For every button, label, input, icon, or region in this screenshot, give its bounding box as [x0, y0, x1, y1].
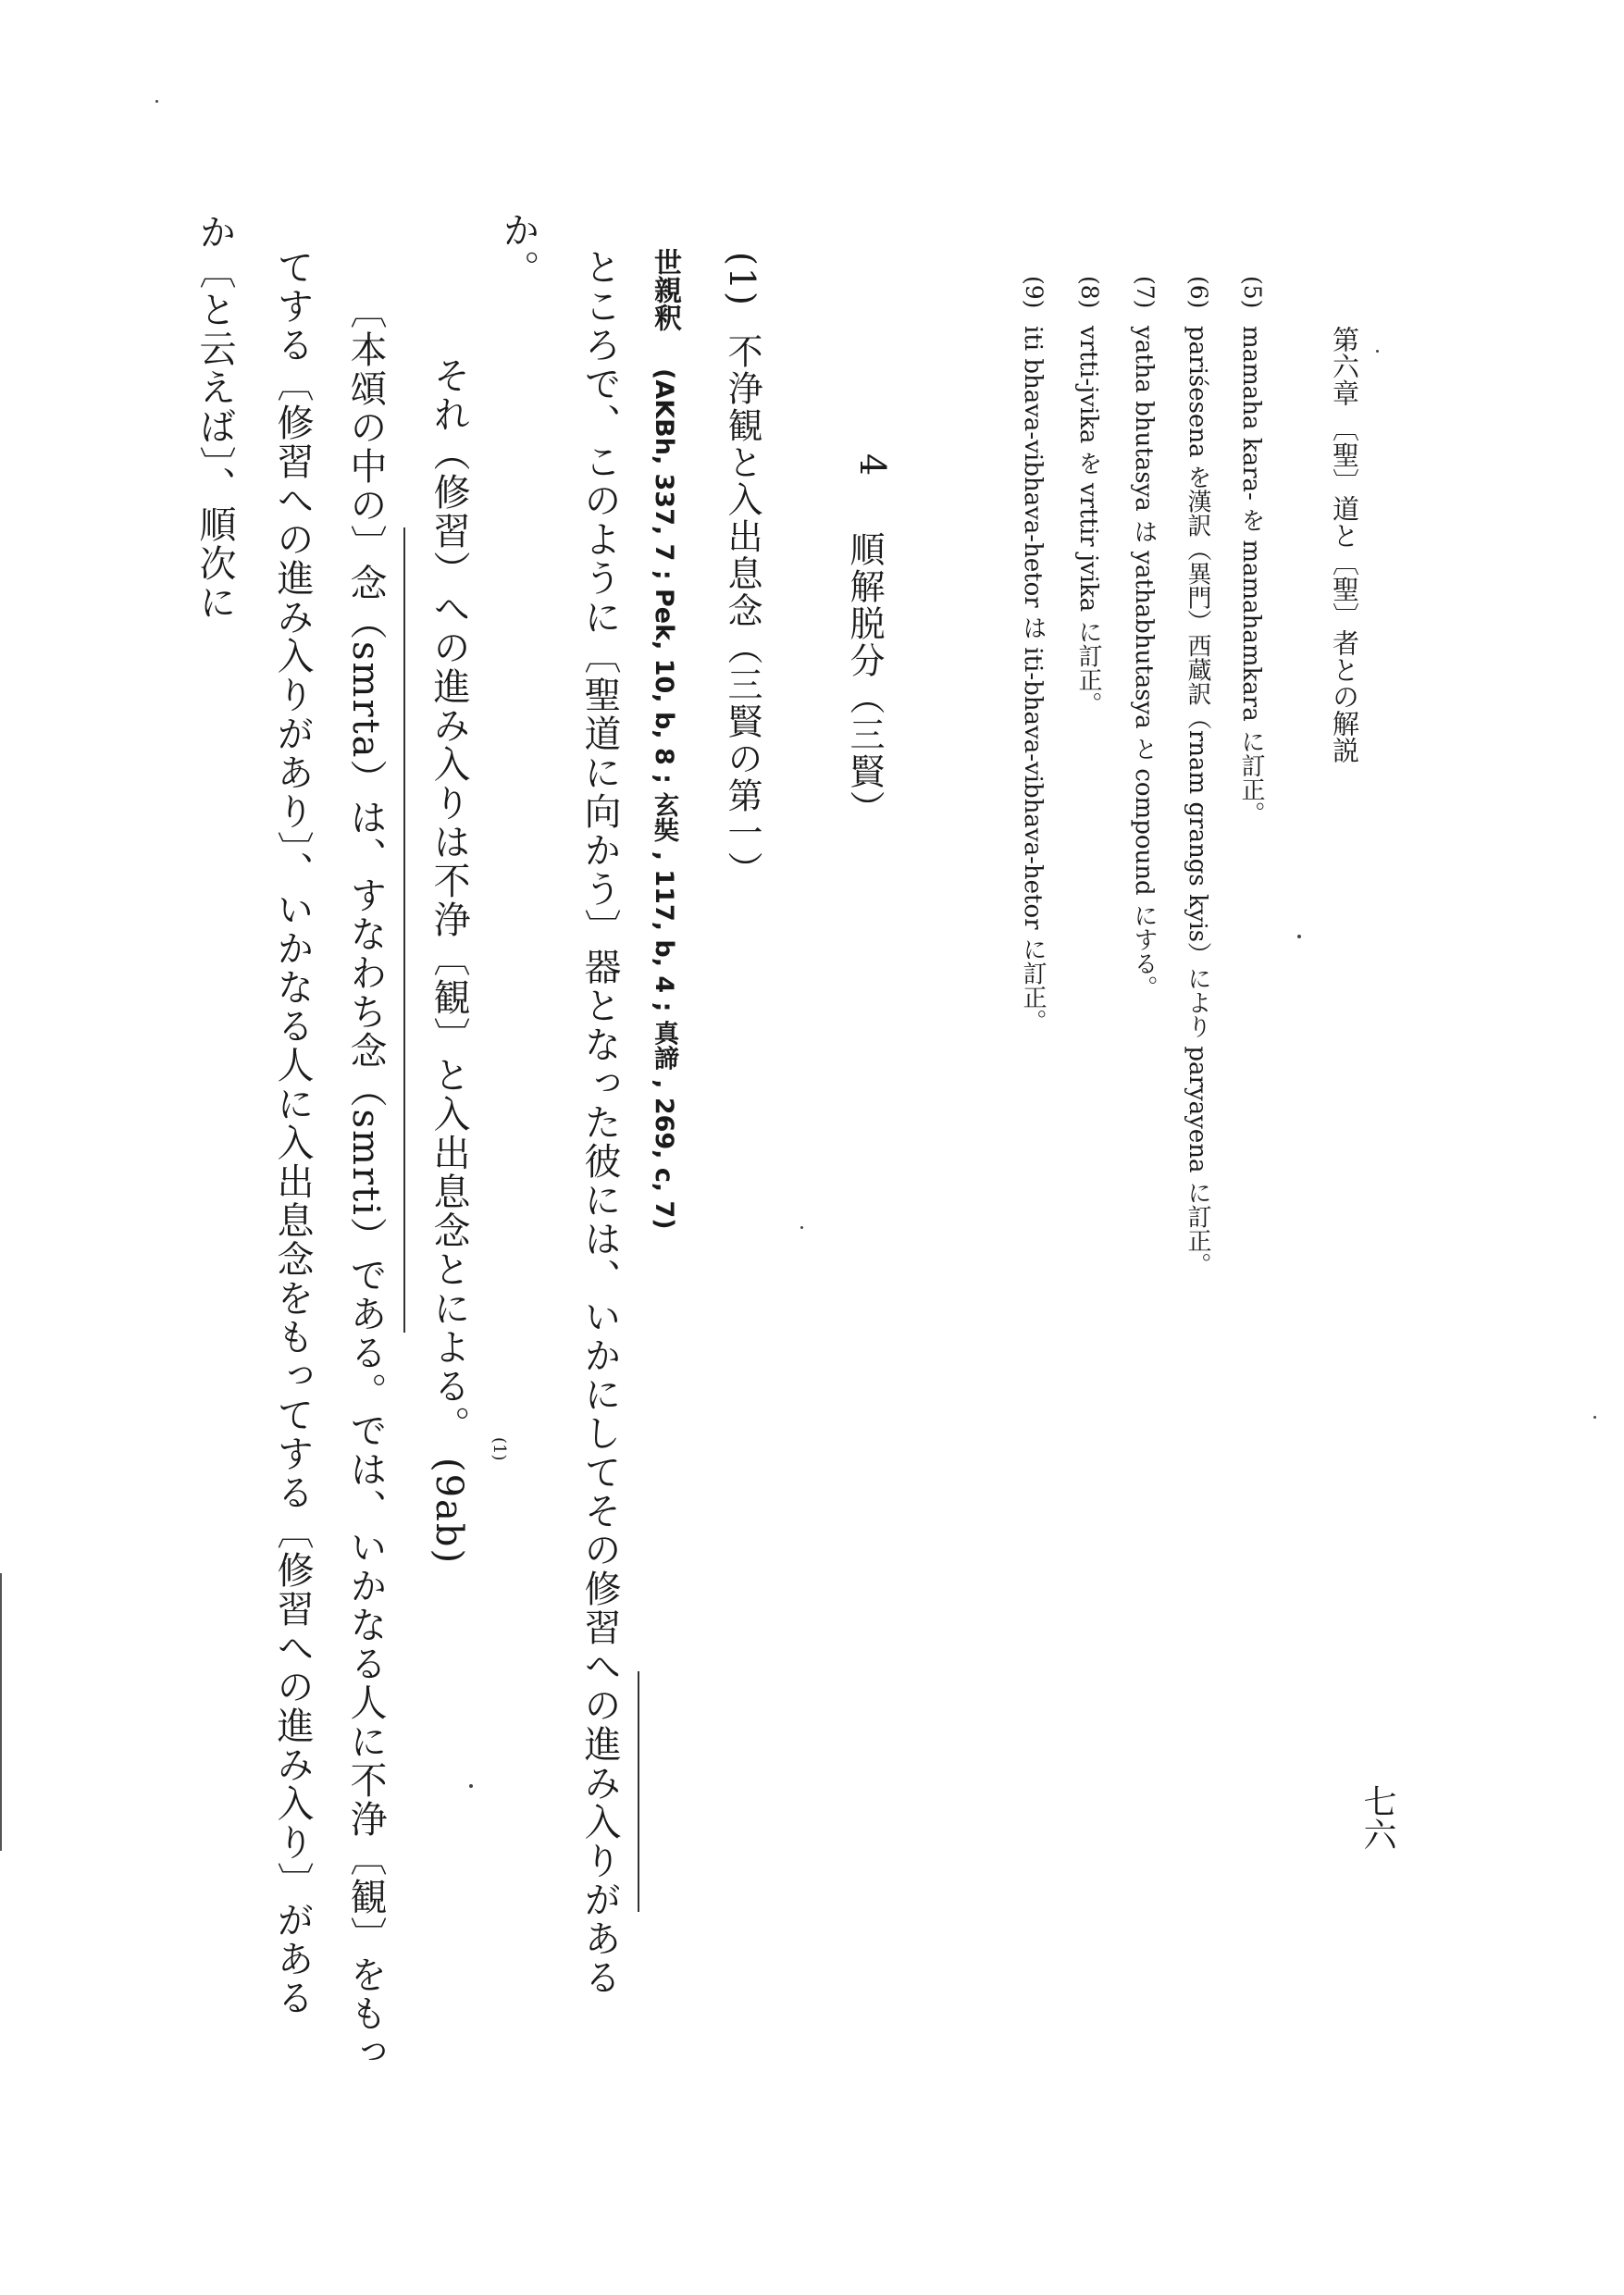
- page-number: 七六: [1358, 1784, 1396, 1851]
- source-reference: (AKBh, 337, 7 ; Pek, 10, b, 8 ; 玄奘 , 117, b, 4 ; 真諦 , 269, c, 7): [650, 368, 678, 1230]
- body-line-5: てする〔修習への進み入りがあり〕、いかなる人に入出息念をもってする〔修習への進み入り〕がある: [271, 248, 314, 2017]
- subsection-title: 不浄観と入出息念（三賢の第一）: [722, 333, 762, 888]
- note-5-text: mamaha kara- を mamahamkara に訂正。: [1237, 326, 1265, 825]
- verse-footnote-ref: (1): [490, 1437, 509, 1461]
- verse-reference: (9ab): [428, 1458, 470, 1566]
- verse-line: それ（修習）への進み入りは不浄〔観〕と入出息念とによる。: [428, 356, 470, 1445]
- scan-edge-mark: [0, 1573, 2, 1851]
- section-number: 4: [852, 453, 893, 478]
- scan-speck: [1297, 935, 1301, 938]
- subsection-number: (1): [722, 252, 762, 307]
- note-7-number: (7): [1132, 276, 1159, 309]
- note-8-number: (8): [1076, 276, 1103, 309]
- emphasis-rule-1: [638, 1671, 639, 1912]
- source-label: 世親釈: [649, 248, 681, 331]
- note-6-number: (6): [1185, 276, 1212, 309]
- scan-speck: [1593, 1416, 1596, 1419]
- scan-speck: [800, 1226, 803, 1229]
- chapter-title: 第六章 〔聖〕道と〔聖〕者との解説: [1329, 326, 1360, 764]
- note-9-text: iti bhava-vibhava-hetor は iti-bhava-vibhava-hetor に訂正。: [1019, 326, 1047, 1034]
- emphasis-rule-2: [403, 527, 405, 1333]
- scan-speck: [1376, 350, 1379, 353]
- note-9-number: (9): [1021, 276, 1048, 309]
- scan-speck: [469, 1784, 473, 1788]
- body-line-6: か〔と云えば〕、順次に: [193, 213, 236, 622]
- scan-speck: [155, 100, 158, 103]
- note-7-text: yatha bhutasya は yathabhutasya と compound にする。: [1130, 326, 1158, 999]
- section-title: 順解脱分（三賢）: [844, 531, 885, 827]
- body-line-4: 〔本頌の中の〕念（smrta）は、すなわち念（smrti）である。では、いかなる人に不浄〔観〕をもっ: [344, 292, 387, 2072]
- note-6-text: pariśesena を漢訳（異門）西蔵訳（rnam grangs kyis）により paryayena に訂正。: [1184, 326, 1211, 1277]
- note-8-text: vrtti-jvika を vrttir jvika に訂正。: [1074, 326, 1102, 716]
- note-5-number: (5): [1239, 276, 1266, 309]
- body-line-2: か。: [497, 211, 539, 289]
- body-line-1: ところで、このように〔聖道に向かう〕器となった彼には、いかにしてその修習への進み入りがある: [578, 248, 621, 1997]
